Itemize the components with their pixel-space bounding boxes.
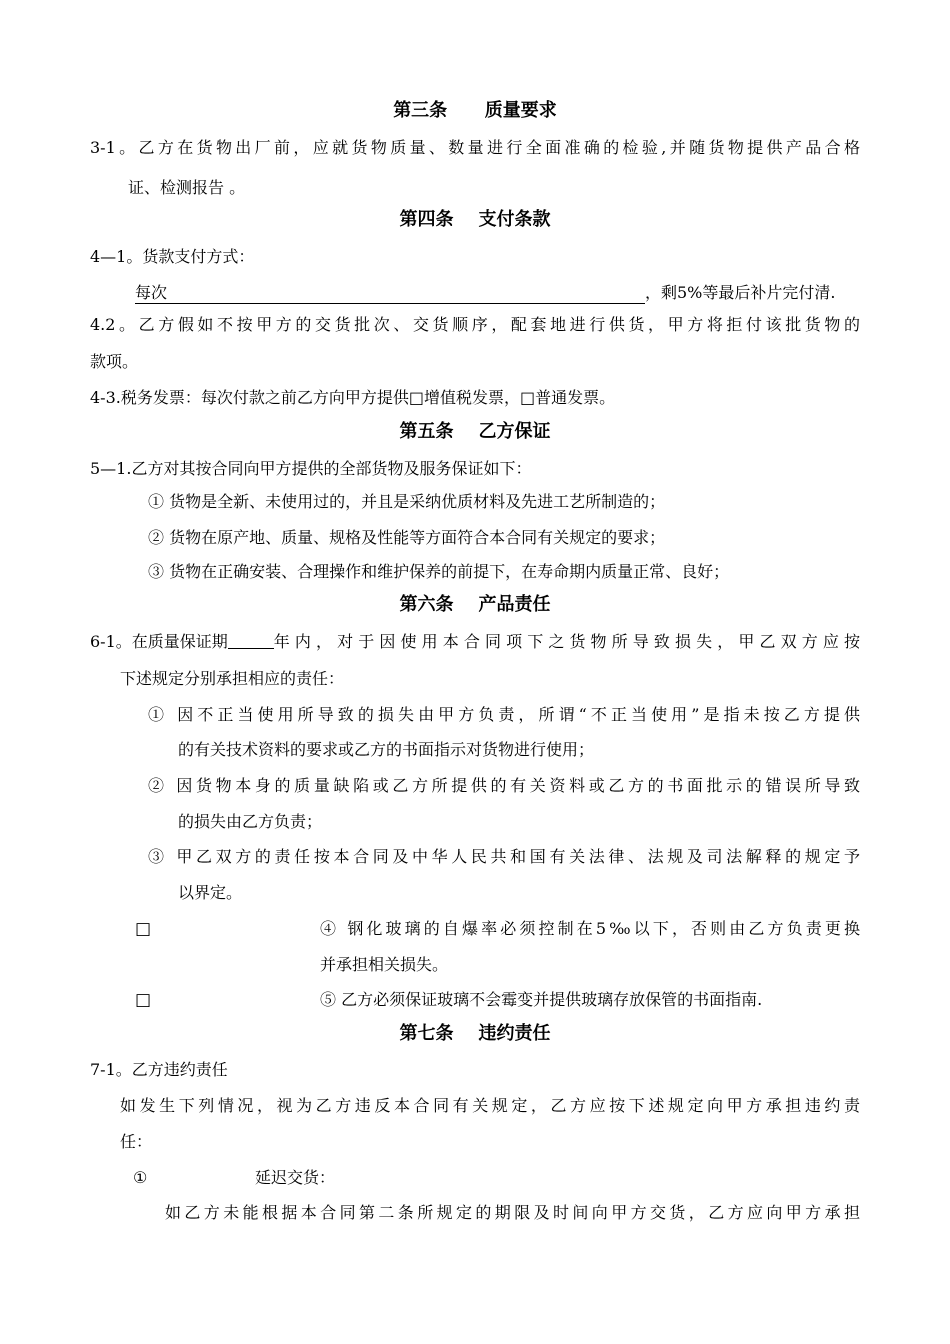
section-6-heading: 第六条 产品责任 (399, 594, 551, 615)
guarantee-item-1: ① 货物是全新、未使用过的，并且是采纳优质材料及先进工艺所制造的； (148, 492, 666, 511)
guarantee-item-2: ② 货物在原产地、质量、规格及性能等方面符合本合同有关规定的要求； (148, 528, 666, 547)
section-4-heading: 第四条 支付条款 (399, 209, 551, 230)
clause-7-1: 7-1。乙方违约责任 (90, 1060, 228, 1079)
liability-item-1-line2: 的有关技术资料的要求或乙方的书面指示对货物进行使用； (178, 740, 595, 759)
clause-6-1-post: 年内，对于因使用本合同项下之货物所导致损失，甲乙双方应按 (273, 632, 860, 651)
clause-3-1-line1: 3-1。乙方在货物出厂前，应就货物质量、数量进行全面准确的检验,并随货物提供产品合格 (90, 138, 860, 157)
clause-6-1-line1 (90, 630, 860, 654)
clause-7-1-intro-line2: 任： (120, 1132, 153, 1151)
liability-item-3-line2: 以界定。 (178, 883, 243, 902)
payment-method-tail: ，剩5%等最后补片完付清. (645, 283, 836, 302)
clause-4-2-line2: 款项。 (90, 352, 139, 371)
checkbox-item-5[interactable]: □ (135, 990, 152, 1010)
liability-item-5: ⑤ 乙方必须保证玻璃不会霉变并提供玻璃存放保管的书面指南. (320, 990, 763, 1009)
clause-7-1-intro-line1: 如发生下列情况，视为乙方违反本合同有关规定，乙方应按下述规定向甲方承担违约责 (120, 1096, 860, 1115)
section-5-heading: 第五条 乙方保证 (399, 421, 551, 442)
clause-4-1-fill-row (135, 281, 835, 305)
breach-item-1-text: 如乙方未能根据本合同第二条所规定的期限及时间向甲方交货，乙方应向甲方承担 (165, 1203, 860, 1222)
breach-item-1-number: ① (133, 1168, 148, 1187)
liability-item-4-line1: ④ 钢化玻璃的自爆率必须控制在5‰以下，否则由乙方负责更换 (320, 919, 860, 938)
clause-4-2-line1: 4.2。乙方假如不按甲方的交货批次、交货顺序，配套地进行供货，甲方将拒付该批货物的 (90, 315, 860, 334)
clause-5-1: 5—1.乙方对其按合同向甲方提供的全部货物及服务保证如下： (90, 459, 532, 478)
clause-3-1-line2: 证、检测报告 。 (128, 178, 246, 197)
liability-item-4-line2: 并承担相关损失。 (320, 955, 449, 974)
breach-item-1-title: 延迟交货： (255, 1168, 336, 1187)
payment-method-value: 每次 (135, 283, 168, 302)
warranty-years-field[interactable] (228, 630, 274, 649)
liability-item-2-line1: ② 因货物本身的质量缺陷或乙方所提供的有关资料或乙方的书面批示的错误所导致 (148, 776, 860, 795)
section-3-heading: 第三条 质量要求 (393, 100, 557, 121)
clause-4-3: 4-3.税务发票：每次付款之前乙方向甲方提供□增值税发票，□普通发票。 (90, 388, 616, 407)
clause-4-1: 4—1。货款支付方式： (90, 247, 255, 266)
liability-item-3-line1: ③ 甲乙双方的责任按本合同及中华人民共和国有关法律、法规及司法解释的规定予 (148, 847, 860, 866)
section-7-heading: 第七条 违约责任 (399, 1023, 551, 1044)
clause-6-1-pre: 6-1。在质量保证期 (90, 632, 228, 651)
liability-item-1-line1: ① 因不正当使用所导致的损失由甲方负责，所谓“不正当使用”是指未按乙方提供 (148, 705, 860, 724)
liability-item-2-line2: 的损失由乙方负责； (178, 812, 323, 831)
checkbox-item-4[interactable]: □ (135, 919, 152, 939)
payment-method-field[interactable] (135, 283, 645, 304)
clause-6-1-line2: 下述规定分别承担相应的责任： (120, 669, 345, 688)
guarantee-item-3: ③ 货物在正确安装、合理操作和维护保养的前提下，在寿命期内质量正常、良好； (148, 562, 730, 581)
